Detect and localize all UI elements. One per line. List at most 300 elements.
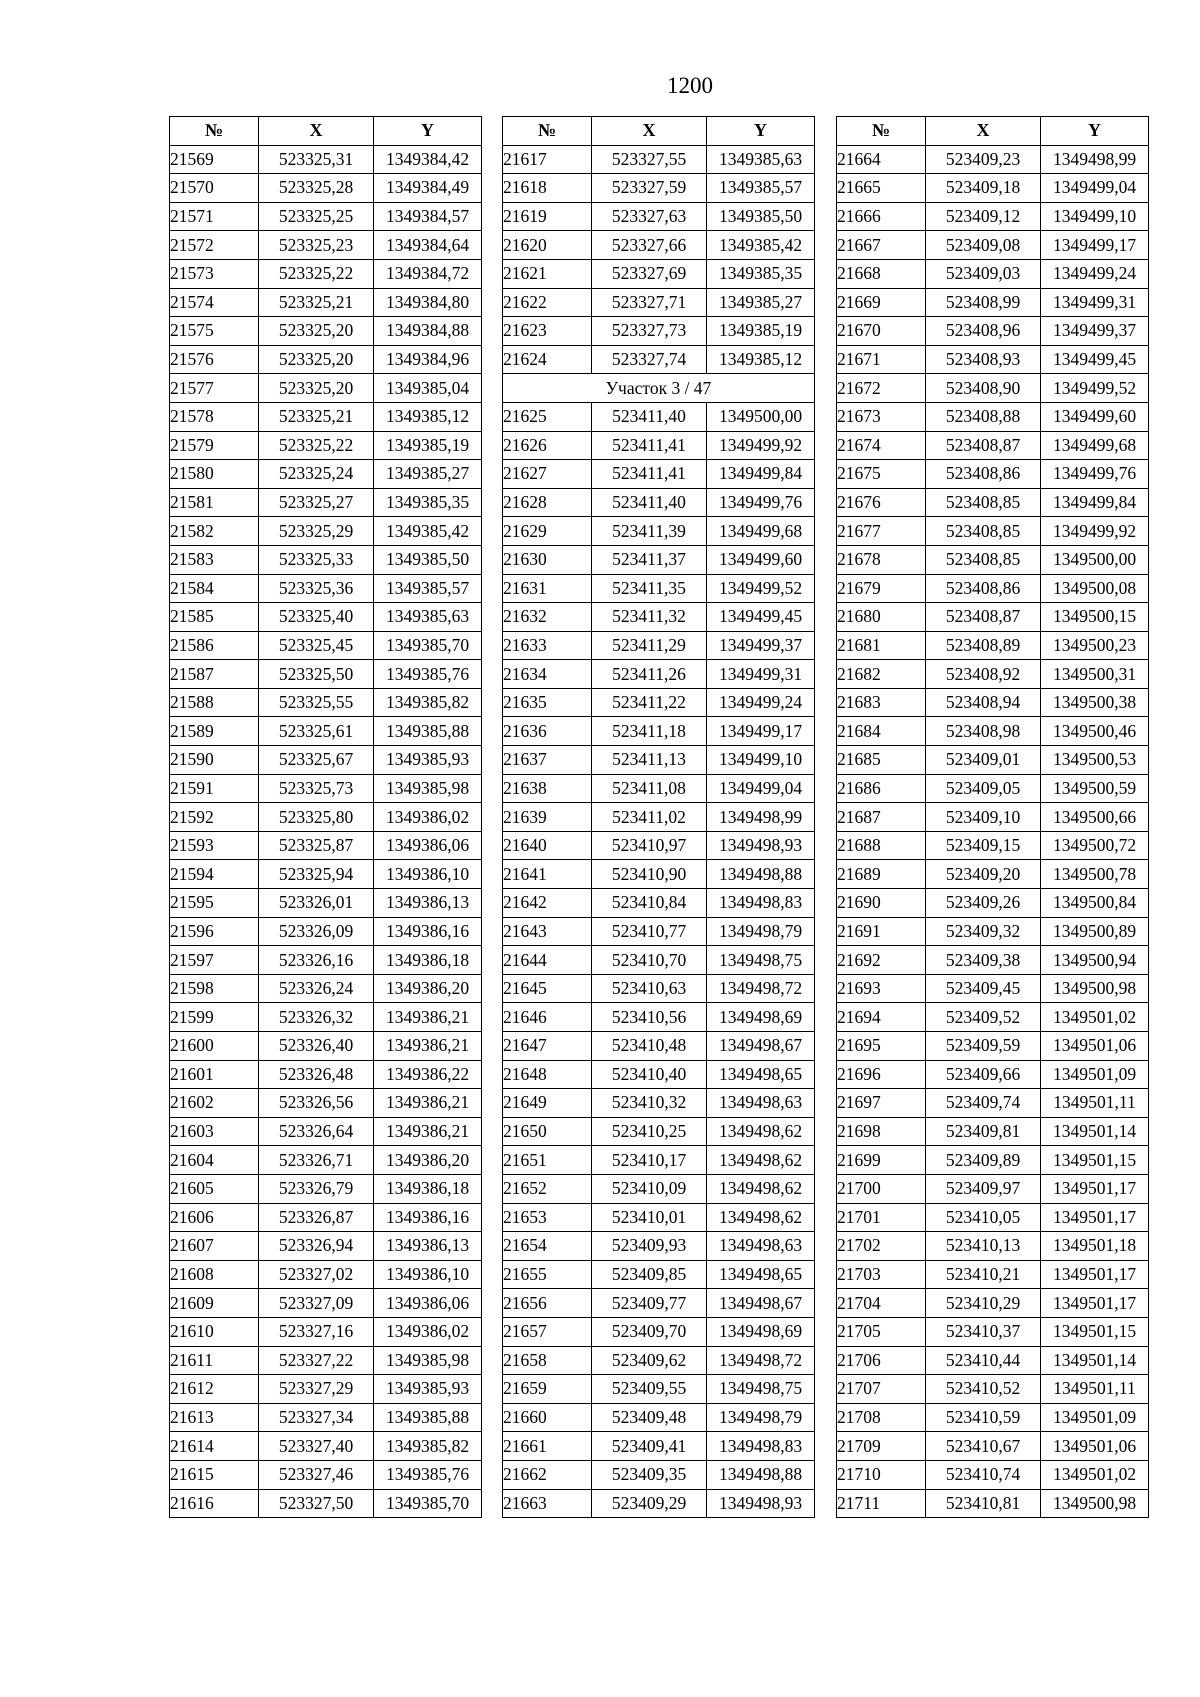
table-row [837, 231, 1149, 260]
point-number-cell: 21699 [837, 1146, 926, 1175]
x-coordinate-cell: 523409,81 [926, 1117, 1041, 1146]
y-coordinate-cell: 1349386,20 [374, 1146, 482, 1175]
table-row [837, 374, 1149, 403]
table-row [837, 603, 1149, 632]
table-row [170, 574, 482, 603]
point-number-cell: 21652 [503, 1174, 592, 1203]
point-number-cell: 21599 [170, 1003, 259, 1032]
table-row [837, 1032, 1149, 1061]
point-number-cell: 21663 [503, 1489, 592, 1518]
table-row [837, 889, 1149, 918]
point-number-cell: 21673 [837, 402, 926, 431]
point-number-cell: 21607 [170, 1232, 259, 1261]
x-coordinate-cell: 523410,17 [592, 1146, 707, 1175]
x-coordinate-cell: 523326,24 [259, 974, 374, 1003]
table-row [503, 631, 815, 660]
y-coordinate-cell: 1349385,63 [374, 603, 482, 632]
table-row [503, 946, 815, 975]
table-row [170, 402, 482, 431]
x-coordinate-cell: 523410,90 [592, 860, 707, 889]
table-row [170, 889, 482, 918]
point-number-cell: 21693 [837, 974, 926, 1003]
x-coordinate-cell: 523411,02 [592, 803, 707, 832]
x-coordinate-cell: 523327,34 [259, 1403, 374, 1432]
table-row [837, 660, 1149, 689]
header-y: Y [1041, 117, 1149, 146]
y-coordinate-cell: 1349499,31 [1041, 288, 1149, 317]
point-number-cell: 21676 [837, 488, 926, 517]
point-number-cell: 21657 [503, 1317, 592, 1346]
point-number-cell: 21654 [503, 1232, 592, 1261]
x-coordinate-cell: 523409,20 [926, 860, 1041, 889]
y-coordinate-cell: 1349386,10 [374, 860, 482, 889]
y-coordinate-cell: 1349386,18 [374, 1174, 482, 1203]
y-coordinate-cell: 1349385,50 [707, 202, 815, 231]
x-coordinate-cell: 523411,22 [592, 688, 707, 717]
y-coordinate-cell: 1349499,04 [707, 774, 815, 803]
y-coordinate-cell: 1349501,17 [1041, 1174, 1149, 1203]
x-coordinate-cell: 523409,10 [926, 803, 1041, 832]
y-coordinate-cell: 1349500,00 [1041, 545, 1149, 574]
y-coordinate-cell: 1349499,52 [1041, 374, 1149, 403]
table-row [837, 288, 1149, 317]
point-number-cell: 21592 [170, 803, 259, 832]
x-coordinate-cell: 523326,64 [259, 1117, 374, 1146]
table-row [170, 174, 482, 203]
y-coordinate-cell: 1349499,24 [1041, 259, 1149, 288]
x-coordinate-cell: 523410,29 [926, 1289, 1041, 1318]
point-number-cell: 21632 [503, 603, 592, 632]
table-row [503, 803, 815, 832]
x-coordinate-cell: 523327,02 [259, 1260, 374, 1289]
x-coordinate-cell: 523325,22 [259, 431, 374, 460]
table-row [837, 1432, 1149, 1461]
y-coordinate-cell: 1349385,76 [374, 1460, 482, 1489]
table-row [503, 1489, 815, 1518]
y-coordinate-cell: 1349498,88 [707, 1460, 815, 1489]
table-row [503, 231, 815, 260]
y-coordinate-cell: 1349385,04 [374, 374, 482, 403]
point-number-cell: 21667 [837, 231, 926, 260]
point-number-cell: 21696 [837, 1060, 926, 1089]
point-number-cell: 21623 [503, 317, 592, 346]
x-coordinate-cell: 523325,61 [259, 717, 374, 746]
x-coordinate-cell: 523326,32 [259, 1003, 374, 1032]
x-coordinate-cell: 523409,70 [592, 1317, 707, 1346]
y-coordinate-cell: 1349499,45 [707, 603, 815, 632]
y-coordinate-cell: 1349385,50 [374, 545, 482, 574]
y-coordinate-cell: 1349499,84 [1041, 488, 1149, 517]
point-number-cell: 21578 [170, 402, 259, 431]
y-coordinate-cell: 1349498,67 [707, 1289, 815, 1318]
x-coordinate-cell: 523409,38 [926, 946, 1041, 975]
point-number-cell: 21646 [503, 1003, 592, 1032]
table-row [503, 1032, 815, 1061]
x-coordinate-cell: 523411,18 [592, 717, 707, 746]
table-row [170, 517, 482, 546]
x-coordinate-cell: 523409,15 [926, 831, 1041, 860]
x-coordinate-cell: 523327,29 [259, 1375, 374, 1404]
point-number-cell: 21593 [170, 831, 259, 860]
y-coordinate-cell: 1349501,09 [1041, 1403, 1149, 1432]
x-coordinate-cell: 523325,20 [259, 317, 374, 346]
point-number-cell: 21621 [503, 259, 592, 288]
table-row [503, 660, 815, 689]
y-coordinate-cell: 1349498,83 [707, 1432, 815, 1461]
table-row [170, 1117, 482, 1146]
x-coordinate-cell: 523327,73 [592, 317, 707, 346]
table-row [837, 1317, 1149, 1346]
x-coordinate-cell: 523408,92 [926, 660, 1041, 689]
x-coordinate-cell: 523325,27 [259, 488, 374, 517]
table-row [170, 1403, 482, 1432]
table-row [170, 1317, 482, 1346]
table-row [170, 974, 482, 1003]
table-row [837, 1089, 1149, 1118]
y-coordinate-cell: 1349501,09 [1041, 1060, 1149, 1089]
x-coordinate-cell: 523326,94 [259, 1232, 374, 1261]
point-number-cell: 21637 [503, 746, 592, 775]
x-coordinate-cell: 523411,26 [592, 660, 707, 689]
table-row [170, 1260, 482, 1289]
x-coordinate-cell: 523409,77 [592, 1289, 707, 1318]
x-coordinate-cell: 523410,74 [926, 1460, 1041, 1489]
x-coordinate-cell: 523327,40 [259, 1432, 374, 1461]
point-number-cell: 21618 [503, 174, 592, 203]
y-coordinate-cell: 1349385,93 [374, 1375, 482, 1404]
y-coordinate-cell: 1349385,12 [374, 402, 482, 431]
table-row [503, 145, 815, 174]
y-coordinate-cell: 1349499,60 [1041, 402, 1149, 431]
x-coordinate-cell: 523325,31 [259, 145, 374, 174]
point-number-cell: 21689 [837, 860, 926, 889]
point-number-cell: 21620 [503, 231, 592, 260]
point-number-cell: 21697 [837, 1089, 926, 1118]
point-number-cell: 21659 [503, 1375, 592, 1404]
point-number-cell: 21705 [837, 1317, 926, 1346]
x-coordinate-cell: 523325,33 [259, 545, 374, 574]
point-number-cell: 21598 [170, 974, 259, 1003]
y-coordinate-cell: 1349498,65 [707, 1060, 815, 1089]
x-coordinate-cell: 523408,85 [926, 517, 1041, 546]
point-number-cell: 21683 [837, 688, 926, 717]
y-coordinate-cell: 1349385,57 [374, 574, 482, 603]
table-row [503, 259, 815, 288]
x-coordinate-cell: 523408,87 [926, 431, 1041, 460]
point-number-cell: 21671 [837, 345, 926, 374]
table-row [170, 746, 482, 775]
y-coordinate-cell: 1349499,60 [707, 545, 815, 574]
point-number-cell: 21675 [837, 460, 926, 489]
y-coordinate-cell: 1349501,02 [1041, 1460, 1149, 1489]
x-coordinate-cell: 523327,16 [259, 1317, 374, 1346]
point-number-cell: 21611 [170, 1346, 259, 1375]
x-coordinate-cell: 523408,98 [926, 717, 1041, 746]
x-coordinate-cell: 523411,08 [592, 774, 707, 803]
point-number-cell: 21706 [837, 1346, 926, 1375]
y-coordinate-cell: 1349500,23 [1041, 631, 1149, 660]
table-row [503, 202, 815, 231]
point-number-cell: 21602 [170, 1089, 259, 1118]
table-row [170, 317, 482, 346]
y-coordinate-cell: 1349386,16 [374, 1203, 482, 1232]
y-coordinate-cell: 1349500,66 [1041, 803, 1149, 832]
table-row [503, 1460, 815, 1489]
y-coordinate-cell: 1349500,38 [1041, 688, 1149, 717]
point-number-cell: 21708 [837, 1403, 926, 1432]
x-coordinate-cell: 523410,97 [592, 831, 707, 860]
table-row [170, 1146, 482, 1175]
table-row [503, 1117, 815, 1146]
y-coordinate-cell: 1349499,17 [707, 717, 815, 746]
y-coordinate-cell: 1349385,27 [374, 460, 482, 489]
point-number-cell: 21703 [837, 1260, 926, 1289]
point-number-cell: 21656 [503, 1289, 592, 1318]
y-coordinate-cell: 1349385,88 [374, 717, 482, 746]
point-number-cell: 21698 [837, 1117, 926, 1146]
point-number-cell: 21668 [837, 259, 926, 288]
x-coordinate-cell: 523409,41 [592, 1432, 707, 1461]
table-row [837, 1003, 1149, 1032]
y-coordinate-cell: 1349500,59 [1041, 774, 1149, 803]
x-coordinate-cell: 523410,09 [592, 1174, 707, 1203]
point-number-cell: 21658 [503, 1346, 592, 1375]
x-coordinate-cell: 523327,74 [592, 345, 707, 374]
x-coordinate-cell: 523326,56 [259, 1089, 374, 1118]
y-coordinate-cell: 1349499,04 [1041, 174, 1149, 203]
table-row [170, 288, 482, 317]
y-coordinate-cell: 1349500,00 [707, 402, 815, 431]
point-number-cell: 21604 [170, 1146, 259, 1175]
y-coordinate-cell: 1349500,31 [1041, 660, 1149, 689]
point-number-cell: 21662 [503, 1460, 592, 1489]
point-number-cell: 21629 [503, 517, 592, 546]
x-coordinate-cell: 523409,89 [926, 1146, 1041, 1175]
y-coordinate-cell: 1349500,98 [1041, 974, 1149, 1003]
point-number-cell: 21636 [503, 717, 592, 746]
point-number-cell: 21626 [503, 431, 592, 460]
y-coordinate-cell: 1349386,18 [374, 946, 482, 975]
y-coordinate-cell: 1349498,69 [707, 1003, 815, 1032]
table-row [503, 1317, 815, 1346]
point-number-cell: 21634 [503, 660, 592, 689]
x-coordinate-cell: 523325,40 [259, 603, 374, 632]
point-number-cell: 21615 [170, 1460, 259, 1489]
y-coordinate-cell: 1349501,17 [1041, 1203, 1149, 1232]
table-row [170, 1460, 482, 1489]
point-number-cell: 21643 [503, 917, 592, 946]
table-row [837, 1232, 1149, 1261]
table-row [837, 1460, 1149, 1489]
table-row [170, 145, 482, 174]
point-number-cell: 21664 [837, 145, 926, 174]
x-coordinate-cell: 523410,67 [926, 1432, 1041, 1461]
x-coordinate-cell: 523327,09 [259, 1289, 374, 1318]
x-coordinate-cell: 523410,56 [592, 1003, 707, 1032]
x-coordinate-cell: 523410,37 [926, 1317, 1041, 1346]
x-coordinate-cell: 523409,29 [592, 1489, 707, 1518]
x-coordinate-cell: 523410,32 [592, 1089, 707, 1118]
y-coordinate-cell: 1349386,02 [374, 803, 482, 832]
point-number-cell: 21586 [170, 631, 259, 660]
y-coordinate-cell: 1349386,16 [374, 917, 482, 946]
y-coordinate-cell: 1349386,10 [374, 1260, 482, 1289]
x-coordinate-cell: 523325,25 [259, 202, 374, 231]
y-coordinate-cell: 1349501,15 [1041, 1146, 1149, 1175]
table-row [503, 1174, 815, 1203]
y-coordinate-cell: 1349501,14 [1041, 1346, 1149, 1375]
point-number-cell: 21577 [170, 374, 259, 403]
point-number-cell: 21701 [837, 1203, 926, 1232]
x-coordinate-cell: 523325,67 [259, 746, 374, 775]
x-coordinate-cell: 523409,35 [592, 1460, 707, 1489]
y-coordinate-cell: 1349386,21 [374, 1003, 482, 1032]
x-coordinate-cell: 523325,36 [259, 574, 374, 603]
x-coordinate-cell: 523408,86 [926, 460, 1041, 489]
table-row [170, 1089, 482, 1118]
point-number-cell: 21642 [503, 889, 592, 918]
y-coordinate-cell: 1349385,35 [707, 259, 815, 288]
y-coordinate-cell: 1349384,57 [374, 202, 482, 231]
point-number-cell: 21687 [837, 803, 926, 832]
x-coordinate-cell: 523410,70 [592, 946, 707, 975]
point-number-cell: 21692 [837, 946, 926, 975]
y-coordinate-cell: 1349501,17 [1041, 1260, 1149, 1289]
table-row [170, 1174, 482, 1203]
table-row [837, 1375, 1149, 1404]
y-coordinate-cell: 1349385,27 [707, 288, 815, 317]
table-row [170, 1232, 482, 1261]
x-coordinate-cell: 523325,73 [259, 774, 374, 803]
point-number-cell: 21617 [503, 145, 592, 174]
x-coordinate-cell: 523326,40 [259, 1032, 374, 1061]
y-coordinate-cell: 1349385,98 [374, 774, 482, 803]
x-coordinate-cell: 523325,50 [259, 660, 374, 689]
x-coordinate-cell: 523410,81 [926, 1489, 1041, 1518]
table-row [837, 974, 1149, 1003]
coordinates-table-1 [169, 116, 482, 1518]
y-coordinate-cell: 1349499,76 [707, 488, 815, 517]
table-row [837, 488, 1149, 517]
x-coordinate-cell: 523325,23 [259, 231, 374, 260]
table-row [503, 1089, 815, 1118]
y-coordinate-cell: 1349384,49 [374, 174, 482, 203]
x-coordinate-cell: 523408,99 [926, 288, 1041, 317]
x-coordinate-cell: 523409,74 [926, 1089, 1041, 1118]
x-coordinate-cell: 523409,03 [926, 259, 1041, 288]
table-row [170, 860, 482, 889]
x-coordinate-cell: 523409,85 [592, 1260, 707, 1289]
point-number-cell: 21610 [170, 1317, 259, 1346]
table-row [837, 946, 1149, 975]
table-header-row [503, 117, 815, 146]
x-coordinate-cell: 523408,85 [926, 545, 1041, 574]
page-number: 1200 [667, 73, 713, 98]
y-coordinate-cell: 1349386,13 [374, 889, 482, 918]
y-coordinate-cell: 1349384,88 [374, 317, 482, 346]
y-coordinate-cell: 1349498,75 [707, 946, 815, 975]
point-number-cell: 21576 [170, 345, 259, 374]
table-row [170, 660, 482, 689]
point-number-cell: 21640 [503, 831, 592, 860]
x-coordinate-cell: 523411,41 [592, 460, 707, 489]
table-row [837, 259, 1149, 288]
point-number-cell: 21647 [503, 1032, 592, 1061]
y-coordinate-cell: 1349500,84 [1041, 889, 1149, 918]
x-coordinate-cell: 523326,87 [259, 1203, 374, 1232]
y-coordinate-cell: 1349498,79 [707, 1403, 815, 1432]
point-number-cell: 21574 [170, 288, 259, 317]
y-coordinate-cell: 1349386,06 [374, 831, 482, 860]
point-number-cell: 21575 [170, 317, 259, 346]
point-number-cell: 21570 [170, 174, 259, 203]
table-row [170, 1432, 482, 1461]
table-header-row [837, 117, 1149, 146]
y-coordinate-cell: 1349498,99 [1041, 145, 1149, 174]
y-coordinate-cell: 1349498,72 [707, 1346, 815, 1375]
point-number-cell: 21707 [837, 1375, 926, 1404]
point-number-cell: 21695 [837, 1032, 926, 1061]
y-coordinate-cell: 1349500,72 [1041, 831, 1149, 860]
y-coordinate-cell: 1349498,63 [707, 1232, 815, 1261]
table-row [837, 688, 1149, 717]
y-coordinate-cell: 1349385,19 [374, 431, 482, 460]
y-coordinate-cell: 1349386,21 [374, 1117, 482, 1146]
point-number-cell: 21583 [170, 545, 259, 574]
x-coordinate-cell: 523409,05 [926, 774, 1041, 803]
table-row [837, 574, 1149, 603]
y-coordinate-cell: 1349385,19 [707, 317, 815, 346]
point-number-cell: 21597 [170, 946, 259, 975]
x-coordinate-cell: 523410,05 [926, 1203, 1041, 1232]
y-coordinate-cell: 1349499,68 [1041, 431, 1149, 460]
y-coordinate-cell: 1349498,62 [707, 1146, 815, 1175]
y-coordinate-cell: 1349498,93 [707, 1489, 815, 1518]
y-coordinate-cell: 1349385,57 [707, 174, 815, 203]
table-row [503, 1403, 815, 1432]
y-coordinate-cell: 1349499,68 [707, 517, 815, 546]
x-coordinate-cell: 523326,48 [259, 1060, 374, 1089]
x-coordinate-cell: 523411,39 [592, 517, 707, 546]
y-coordinate-cell: 1349499,37 [707, 631, 815, 660]
point-number-cell: 21694 [837, 1003, 926, 1032]
y-coordinate-cell: 1349498,75 [707, 1375, 815, 1404]
table-row [170, 259, 482, 288]
header-y: Y [707, 117, 815, 146]
x-coordinate-cell: 523326,01 [259, 889, 374, 918]
section-label: Участок 3 / 47 [503, 374, 815, 403]
y-coordinate-cell: 1349499,17 [1041, 231, 1149, 260]
y-coordinate-cell: 1349499,52 [707, 574, 815, 603]
table-row [503, 746, 815, 775]
point-number-cell: 21686 [837, 774, 926, 803]
table-row [170, 460, 482, 489]
y-coordinate-cell: 1349384,42 [374, 145, 482, 174]
point-number-cell: 21605 [170, 1174, 259, 1203]
x-coordinate-cell: 523408,90 [926, 374, 1041, 403]
table-row [837, 317, 1149, 346]
y-coordinate-cell: 1349498,93 [707, 831, 815, 860]
table-row [503, 1260, 815, 1289]
x-coordinate-cell: 523411,35 [592, 574, 707, 603]
table-row [170, 774, 482, 803]
x-coordinate-cell: 523408,85 [926, 488, 1041, 517]
table-row [503, 1289, 815, 1318]
table-row [503, 831, 815, 860]
y-coordinate-cell: 1349499,31 [707, 660, 815, 689]
table-row [503, 1232, 815, 1261]
y-coordinate-cell: 1349384,96 [374, 345, 482, 374]
